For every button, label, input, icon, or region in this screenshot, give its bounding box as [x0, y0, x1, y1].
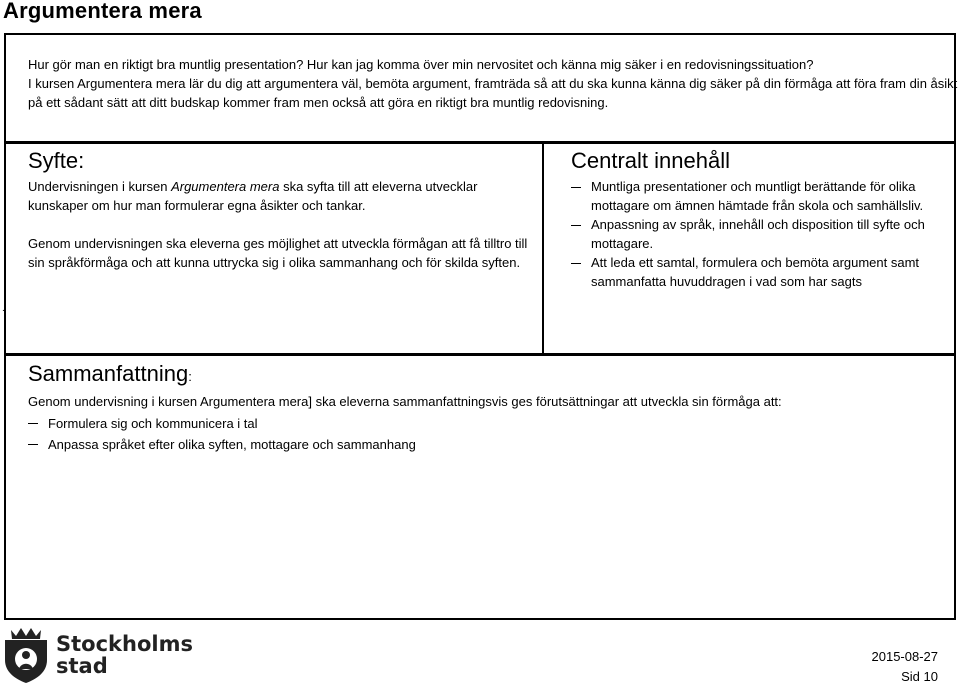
intro-text	[28, 55, 958, 112]
stray-mark: .	[2, 303, 5, 314]
list-item	[571, 253, 956, 291]
list-item	[28, 413, 928, 434]
list-item-text: Muntliga presentationer och muntligt berättande för olika mottagare om ämnen hämtade från skola och samhällsliv.	[591, 179, 924, 213]
summary-intro: Genom undervisning i kursen Argumentera mera] ska eleverna sammanfattningsvis ges förutsättningar att utveckla sin förmåga att:	[28, 394, 782, 409]
page-title: Argumentera mera	[3, 0, 202, 23]
footer-date: 2015-08-27	[871, 649, 938, 664]
list-item-text: Formulera sig och kommunicera i tal	[48, 416, 258, 431]
syfte-heading: Syfte:	[28, 148, 85, 173]
summary-heading	[28, 361, 192, 390]
list-item	[571, 215, 956, 253]
summary-list	[28, 413, 928, 455]
syfte-paragraph-2: Genom undervisningen ska eleverna ges möjlighet att utveckla förmågan att få tilltro till sin språkförmåga och att kunna uttrycka sig i olika sammanhang och för skilda syften.	[28, 236, 528, 270]
page-number: Sid 10	[901, 669, 938, 684]
list-item-text: Att leda ett samtal, formulera och bemöta argument samt sammanfatta huvuddragen i vad som har sagts	[591, 255, 920, 289]
list-item-text: Anpassa språket efter olika syften, mottagare och sammanhang	[48, 437, 416, 452]
course-name: Argumentera mera	[171, 179, 280, 194]
centralt-heading: Centralt innehåll	[571, 148, 730, 173]
syfte-paragraph-1	[28, 177, 536, 215]
logo-line-1: Stockholms	[56, 632, 193, 656]
list-item	[571, 177, 956, 215]
column-divider	[542, 142, 544, 355]
syfte-p1-end: ska syfta till att eleverna utvecklar kunskaper om hur man formulerar egna åsikter och tankar.	[28, 179, 478, 213]
crest-icon	[5, 628, 47, 683]
intro-line-1: Hur gör man en riktigt bra muntlig presentation? Hur kan jag komma över min nervositet och känna mig säker i en redovisningssituation?	[28, 57, 814, 72]
syfte-text	[28, 177, 536, 272]
summary-heading-colon: :	[188, 369, 192, 384]
syfte-p1-start: Undervisningen i kursen	[28, 179, 172, 194]
logo-line-2: stad	[56, 654, 108, 678]
logo-wordmark	[56, 633, 193, 677]
intro-line-2: I kursen Argumentera mera lär du dig att argumentera väl, bemöta argument, framträda så att du ska kunna känna dig säker på din förmåga att föra fram din åsikt på ett sådant sätt att ditt budskap kommer fram men också att göra en riktigt bra muntlig redovisning.	[28, 76, 958, 110]
list-item	[28, 434, 928, 455]
list-item-text: Anpassning av språk, innehåll och disposition till syfte och mottagare.	[591, 217, 925, 251]
centralt-list	[571, 177, 956, 291]
summary-heading-text: Sammanfattning	[28, 361, 189, 386]
